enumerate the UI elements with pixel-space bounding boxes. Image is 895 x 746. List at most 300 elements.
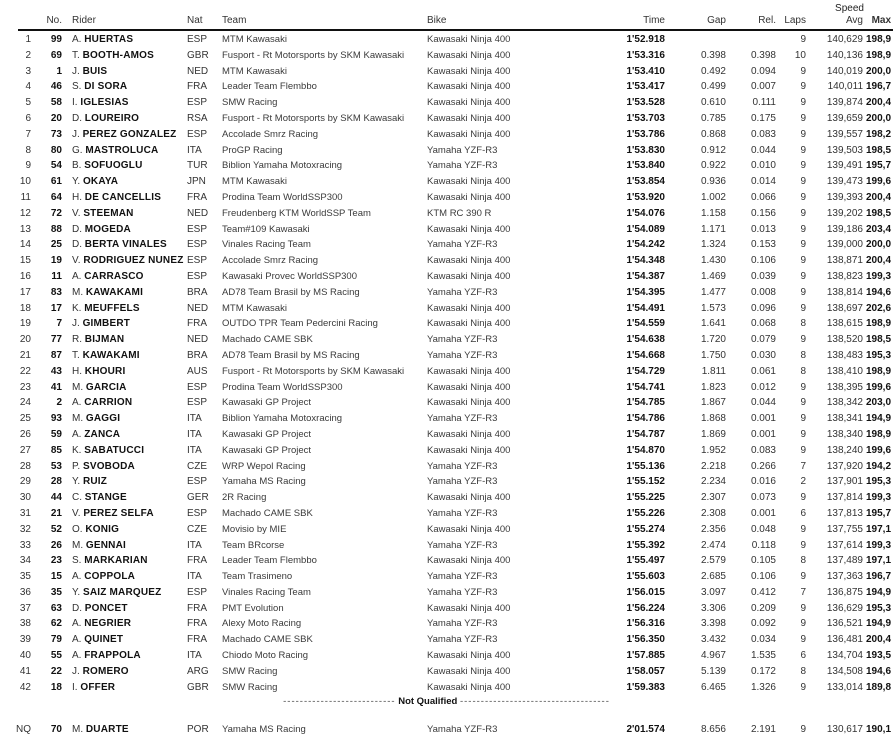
rider-name-cell: [62, 553, 187, 569]
team-cell: Biblion Yamaha Motoxracing: [222, 413, 343, 425]
team-cell: Fusport - Rt Motorsports by SKM Kawasaki: [222, 49, 405, 61]
result-row: [0, 269, 893, 285]
nationality-cell: ITA: [187, 428, 202, 440]
position-cell: NQ: [16, 724, 31, 736]
bike-cell: Kawasaki Ninja 400: [427, 97, 511, 109]
rider-name-cell: [62, 174, 187, 190]
speed-avg-cell: 139,503: [826, 144, 863, 156]
laps-cell: 8: [800, 365, 806, 377]
rider-surname: KHOURI: [84, 365, 126, 377]
rider-name-cell: [62, 395, 187, 411]
rider-number-cell: 18: [50, 681, 62, 693]
gap-cell: 0.398: [700, 49, 726, 61]
rider-number-cell: 69: [50, 49, 62, 61]
nationality-cell: ESP: [187, 397, 208, 409]
rider-initial: C.: [72, 492, 82, 504]
rider-initial: V.: [72, 255, 81, 267]
speed-max-cell: 198,9: [865, 428, 892, 440]
result-row: [0, 616, 893, 632]
speed-group-header-row: [0, 3, 893, 14]
laps-cell: 9: [800, 381, 806, 393]
team-cell: OUTDO TPR Team Pedercini Racing: [222, 318, 378, 330]
team-cell: MTM Kawasaki: [222, 302, 287, 314]
rider-name-cell: [62, 348, 187, 364]
laps-cell: 9: [800, 255, 806, 267]
bike-cell: Yamaha YZF-R3: [427, 413, 498, 425]
rel-cell: 0.061: [750, 365, 776, 377]
rider-number-cell: 26: [50, 539, 62, 551]
speed-avg-cell: 137,813: [826, 507, 863, 519]
nationality-cell: ESP: [187, 128, 208, 140]
rider-surname: DE CANCELLIS: [84, 191, 162, 203]
col-header-no: No.: [46, 15, 62, 26]
bike-cell: Kawasaki Ninja 400: [427, 128, 511, 140]
nationality-cell: JPN: [187, 176, 206, 188]
rider-initial: M.: [72, 413, 84, 425]
bike-cell: Kawasaki Ninja 400: [427, 176, 511, 188]
speed-max-cell: 198,5: [865, 334, 892, 346]
nationality-cell: GER: [187, 492, 209, 504]
nationality-cell: ESP: [187, 381, 208, 393]
bike-cell: Kawasaki Ninja 400: [427, 302, 511, 314]
position-cell: 34: [19, 555, 31, 567]
team-cell: MTM Kawasaki: [222, 65, 287, 77]
result-row: [0, 158, 893, 174]
result-row: [0, 395, 893, 411]
speed-max-cell: 189,8: [865, 681, 892, 693]
nationality-cell: CZE: [187, 460, 207, 472]
result-row: [0, 79, 893, 95]
rider-surname: PEREZ GONZALEZ: [82, 128, 177, 140]
bike-cell: Kawasaki Ninja 400: [427, 191, 511, 203]
speed-avg-cell: 140,011: [827, 81, 863, 93]
position-cell: 19: [19, 318, 31, 330]
result-row: [0, 459, 893, 475]
nationality-cell: FRA: [187, 318, 207, 330]
rider-number-cell: 2: [56, 397, 62, 409]
gap-cell: 1.002: [700, 191, 726, 203]
gap-cell: 0.499: [700, 81, 726, 93]
laps-cell: 8: [800, 555, 806, 567]
rider-initial: J.: [72, 665, 80, 677]
position-cell: 13: [19, 223, 31, 235]
rider-surname: MARKARIAN: [84, 555, 148, 567]
rider-initial: M.: [72, 286, 84, 298]
speed-avg-cell: 138,342: [826, 397, 863, 409]
time-cell: 1'52.918: [626, 34, 665, 45]
speed-max-cell: 199,6: [865, 176, 892, 188]
rider-name-cell: [62, 206, 187, 222]
speed-avg-cell: 137,901: [826, 476, 863, 488]
time-cell: 1'55.603: [626, 571, 665, 583]
rel-cell: 0.106: [750, 255, 776, 267]
laps-cell: 9: [800, 444, 806, 456]
result-row: [0, 285, 893, 301]
team-cell: Fusport - Rt Motorsports by SKM Kawasaki: [222, 112, 405, 124]
gap-cell: 1.573: [700, 302, 726, 314]
laps-cell: 9: [800, 81, 806, 93]
bike-cell: KTM RC 390 R: [427, 207, 492, 219]
speed-avg-cell: 137,814: [826, 492, 863, 504]
result-row: [0, 443, 893, 459]
rider-name-cell: [62, 506, 187, 522]
laps-cell: 9: [800, 191, 806, 203]
rider-name-cell: [62, 301, 187, 317]
rel-cell: 0.209: [750, 602, 776, 614]
time-cell: 1'54.242: [626, 239, 665, 251]
laps-cell: 9: [800, 397, 806, 409]
nationality-cell: CZE: [187, 523, 207, 535]
rider-name-cell: [62, 190, 187, 206]
laps-cell: 9: [800, 34, 806, 45]
rider-surname: GARCIA: [85, 381, 127, 393]
time-cell: 1'54.491: [626, 302, 665, 314]
rider-surname: CARRASCO: [84, 270, 144, 282]
result-row: [0, 111, 893, 127]
position-cell: 8: [25, 144, 31, 156]
speed-avg-cell: 139,874: [826, 97, 863, 109]
rel-cell: 0.001: [750, 428, 776, 440]
time-cell: 1'56.350: [626, 634, 665, 646]
nationality-cell: ITA: [187, 144, 202, 156]
result-row: [0, 332, 893, 348]
speed-max-cell: 200,4: [865, 191, 892, 203]
time-cell: 1'56.224: [626, 602, 665, 614]
result-row: [0, 490, 893, 506]
rider-name-cell: [62, 411, 187, 427]
rider-initial: D.: [72, 112, 82, 124]
laps-cell: 10: [794, 49, 806, 61]
time-cell: 1'53.920: [626, 191, 665, 203]
time-cell: 1'53.840: [626, 160, 665, 172]
result-row: [0, 222, 893, 238]
rider-name-cell: [62, 680, 187, 696]
position-cell: 23: [19, 381, 31, 393]
gap-cell: 0.492: [700, 65, 726, 77]
speed-avg-cell: 139,491: [826, 160, 863, 172]
nationality-cell: ESP: [187, 507, 208, 519]
rider-surname: NEGRIER: [84, 618, 132, 630]
nationality-cell: BRA: [187, 286, 208, 298]
bike-cell: Kawasaki Ninja 400: [427, 270, 511, 282]
speed-max-cell: 195,3: [865, 349, 892, 361]
team-cell: MTM Kawasaki: [222, 176, 287, 188]
rider-number-cell: 53: [50, 460, 62, 472]
time-cell: 1'55.152: [626, 476, 665, 488]
rider-initial: J.: [72, 65, 80, 77]
speed-avg-cell: 139,659: [826, 112, 863, 124]
rider-number-cell: 99: [50, 34, 62, 45]
rider-initial: D.: [72, 602, 82, 614]
gap-cell: 1.171: [700, 223, 726, 235]
laps-cell: 9: [800, 428, 806, 440]
rider-name-cell: [62, 616, 187, 632]
bike-cell: Yamaha YZF-R3: [427, 334, 498, 346]
rider-name-cell: [62, 538, 187, 554]
speed-max-cell: 199,6: [865, 444, 892, 456]
position-cell: 21: [19, 349, 31, 361]
laps-cell: 9: [800, 97, 806, 109]
position-cell: 37: [19, 602, 31, 614]
nationality-cell: ESP: [187, 255, 208, 267]
gap-cell: 2.308: [700, 507, 726, 519]
rel-cell: 0.044: [750, 397, 776, 409]
rider-surname: BUIS: [82, 65, 108, 77]
result-row: [0, 143, 893, 159]
results-body: [0, 32, 893, 695]
speed-avg-cell: 139,473: [826, 176, 863, 188]
team-cell: Kawasaki GP Project: [222, 397, 312, 409]
speed-avg-cell: 138,483: [826, 349, 863, 361]
speed-avg-cell: 136,629: [826, 602, 863, 614]
speed-max-cell: 195,3: [865, 476, 892, 488]
rider-name-cell: [62, 222, 187, 238]
time-cell: 1'54.348: [626, 255, 665, 267]
bike-cell: Yamaha YZF-R3: [427, 634, 498, 646]
speed-max-cell: 194,2: [865, 460, 892, 472]
speed-max-cell: 197,1: [865, 523, 892, 535]
position-cell: 2: [25, 49, 31, 61]
speed-max-cell: 197,1: [865, 555, 892, 567]
speed-avg-cell: 140,019: [826, 65, 863, 77]
bike-cell: Kawasaki Ninja 400: [427, 223, 511, 235]
rider-number-cell: 15: [50, 571, 62, 583]
rider-surname: KAWAKAMI: [85, 286, 144, 298]
nationality-cell: GBR: [187, 681, 209, 693]
result-row: [0, 680, 893, 696]
bike-cell: Kawasaki Ninja 400: [427, 650, 511, 662]
col-header-laps: Laps: [784, 15, 806, 26]
team-cell: Chiodo Moto Racing: [222, 650, 309, 662]
gap-cell: 1.720: [700, 334, 726, 346]
time-cell: 1'54.559: [626, 318, 665, 330]
bike-cell: Yamaha YZF-R3: [427, 571, 498, 583]
team-cell: Freudenberg KTM WorldSSP Team: [222, 207, 371, 219]
rel-cell: 0.106: [750, 571, 776, 583]
rider-number-cell: 79: [50, 634, 62, 646]
rider-surname: OFFER: [80, 681, 116, 693]
time-cell: 1'53.316: [626, 49, 665, 61]
speed-max-cell: 200,0: [865, 239, 892, 251]
rider-number-cell: 19: [50, 255, 62, 267]
speed-avg-cell: 138,341: [826, 413, 863, 425]
result-row: [0, 95, 893, 111]
team-cell: AD78 Team Brasil by MS Racing: [222, 349, 360, 361]
rider-name-cell: [62, 585, 187, 601]
nationality-cell: ITA: [187, 413, 202, 425]
nationality-cell: ITA: [187, 571, 202, 583]
team-cell: Team BRcorse: [222, 539, 285, 551]
rider-number-cell: 28: [50, 476, 62, 488]
rider-number-cell: 62: [50, 618, 62, 630]
speed-avg-cell: 136,521: [826, 618, 863, 630]
rel-cell: 0.014: [750, 176, 776, 188]
speed-avg-cell: 136,481: [826, 634, 863, 646]
team-cell: Team Trasimeno: [222, 571, 293, 583]
position-cell: 3: [25, 65, 31, 77]
team-cell: Leader Team Flembbo: [222, 81, 317, 93]
position-cell: 26: [19, 428, 31, 440]
rider-number-cell: 88: [50, 223, 62, 235]
divider-dashes-left: ---------------------------: [283, 696, 396, 708]
position-cell: 32: [19, 523, 31, 535]
nationality-cell: FRA: [187, 555, 207, 567]
rider-number-cell: 80: [50, 144, 62, 156]
bike-cell: Yamaha YZF-R3: [427, 286, 498, 298]
team-cell: PMT Evolution: [222, 602, 284, 614]
speed-avg-cell: 138,697: [826, 302, 863, 314]
bike-cell: Yamaha YZF-R3: [427, 144, 498, 156]
laps-cell: 9: [800, 724, 806, 736]
speed-avg-cell: 134,508: [826, 665, 863, 677]
speed-max-cell: 194,6: [865, 286, 892, 298]
position-cell: 28: [19, 460, 31, 472]
speed-max-cell: 199,6: [865, 381, 892, 393]
position-cell: 25: [19, 413, 31, 425]
speed-max-cell: 198,2: [865, 128, 892, 140]
laps-cell: 8: [800, 665, 806, 677]
rider-initial: Y.: [72, 476, 81, 488]
gap-cell: 0.922: [700, 160, 726, 172]
team-cell: Biblion Yamaha Motoxracing: [222, 160, 343, 172]
bike-cell: Kawasaki Ninja 400: [427, 492, 511, 504]
rider-initial: D.: [72, 223, 82, 235]
speed-avg-cell: 138,871: [826, 255, 863, 267]
team-cell: Alexy Moto Racing: [222, 618, 302, 630]
rider-number-cell: 21: [50, 507, 62, 519]
rider-surname: GENNAI: [85, 539, 126, 551]
rel-cell: 0.001: [750, 507, 776, 519]
rider-number-cell: 93: [50, 413, 62, 425]
laps-cell: 9: [800, 539, 806, 551]
rel-cell: 1.326: [750, 681, 776, 693]
nationality-cell: AUS: [187, 365, 208, 377]
result-row: [0, 253, 893, 269]
gap-cell: 2.356: [700, 523, 726, 535]
time-cell: 1'55.136: [626, 460, 665, 472]
rider-number-cell: 72: [50, 207, 62, 219]
rider-name-cell: [62, 522, 187, 538]
position-cell: 17: [19, 286, 31, 298]
nationality-cell: NED: [187, 334, 209, 346]
bike-cell: Yamaha YZF-R3: [427, 460, 498, 472]
rider-number-cell: 54: [50, 160, 62, 172]
gap-cell: 2.579: [700, 555, 726, 567]
rider-name-cell: [62, 490, 187, 506]
speed-max-cell: 200,4: [865, 634, 892, 646]
rider-initial: A.: [72, 571, 82, 583]
rel-cell: 0.105: [750, 555, 776, 567]
rider-initial: S.: [72, 81, 82, 93]
bike-cell: Kawasaki Ninja 400: [427, 428, 511, 440]
rel-cell: 0.175: [750, 112, 776, 124]
rider-number-cell: 58: [50, 97, 62, 109]
rel-cell: 0.007: [750, 81, 776, 93]
rel-cell: 1.535: [750, 650, 776, 662]
rel-cell: 0.266: [750, 460, 776, 472]
time-cell: 1'53.410: [626, 65, 665, 77]
column-header-row: [0, 14, 893, 28]
rel-cell: 0.066: [750, 191, 776, 203]
laps-cell: 9: [800, 634, 806, 646]
rider-number-cell: 55: [50, 650, 62, 662]
gap-cell: 1.430: [700, 255, 726, 267]
speed-avg-cell: 137,363: [826, 571, 863, 583]
rider-name-cell: [62, 632, 187, 648]
laps-cell: 9: [800, 223, 806, 235]
team-cell: AD78 Team Brasil by MS Racing: [222, 286, 360, 298]
rel-cell: 0.096: [750, 302, 776, 314]
laps-cell: 9: [800, 492, 806, 504]
laps-cell: 8: [800, 349, 806, 361]
nationality-cell: FRA: [187, 602, 207, 614]
bike-cell: Kawasaki Ninja 400: [427, 555, 511, 567]
result-row: [0, 48, 893, 64]
gap-cell: 1.477: [700, 286, 726, 298]
speed-avg-cell: 139,186: [826, 223, 863, 235]
gap-cell: 1.158: [700, 207, 726, 219]
rider-surname: BIJMAN: [84, 334, 125, 346]
rel-cell: 0.412: [750, 586, 776, 598]
nationality-cell: POR: [187, 724, 209, 736]
results-table: [0, 3, 893, 738]
rider-surname: SOFUOGLU: [84, 160, 143, 172]
rider-number-cell: 11: [51, 270, 62, 282]
nationality-cell: GBR: [187, 49, 209, 61]
speed-avg-cell: 138,395: [826, 381, 863, 393]
time-cell: 1'54.787: [626, 428, 665, 440]
rider-number-cell: 87: [50, 349, 62, 361]
gap-cell: 5.139: [700, 665, 726, 677]
bike-cell: Yamaha YZF-R3: [427, 349, 498, 361]
speed-max-cell: 195,3: [865, 602, 892, 614]
rider-initial: B.: [72, 160, 82, 172]
position-cell: 30: [19, 492, 31, 504]
rider-surname: FRAPPOLA: [84, 650, 141, 662]
position-cell: 7: [25, 128, 31, 140]
bike-cell: Kawasaki Ninja 400: [427, 681, 511, 693]
position-cell: 1: [25, 34, 31, 45]
spacer-row: [0, 708, 893, 722]
gap-cell: 1.868: [700, 413, 726, 425]
laps-cell: 9: [800, 112, 806, 124]
time-cell: 1'53.417: [626, 81, 665, 93]
divider-dashes-right: ------------------------------------: [459, 696, 610, 708]
rider-surname: BOOTH-AMOS: [82, 49, 155, 61]
bike-cell: Kawasaki Ninja 400: [427, 523, 511, 535]
rider-surname: SVOBODA: [82, 460, 135, 472]
result-row: [0, 411, 893, 427]
team-cell: Prodina Team WorldSSP300: [222, 381, 343, 393]
rider-name-cell: [62, 601, 187, 617]
rider-initial: G.: [72, 144, 83, 156]
rider-number-cell: 41: [50, 381, 62, 393]
time-cell: 1'54.076: [626, 207, 665, 219]
rider-initial: S.: [72, 555, 82, 567]
team-cell: MTM Kawasaki: [222, 34, 287, 45]
time-cell: 1'53.528: [626, 97, 665, 109]
nationality-cell: BRA: [187, 349, 208, 361]
bike-cell: Kawasaki Ninja 400: [427, 602, 511, 614]
nationality-cell: FRA: [187, 191, 207, 203]
rider-name-cell: [62, 143, 187, 159]
rider-surname: MASTROLUCA: [85, 144, 159, 156]
rider-number-cell: 44: [50, 492, 62, 504]
rel-cell: 0.048: [750, 523, 776, 535]
speed-avg-cell: 139,000: [826, 239, 863, 251]
position-cell: 29: [19, 476, 31, 488]
result-row: [0, 474, 893, 490]
